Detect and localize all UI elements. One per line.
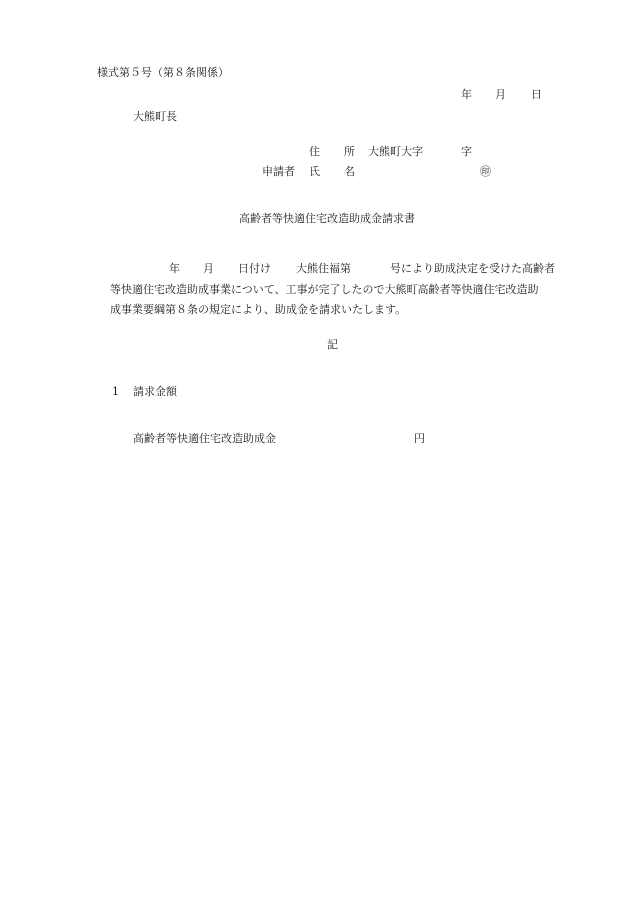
seal-mark: ㊞ [480,165,491,178]
form-number: 様式第５号（第８条関係） [97,66,229,79]
address-aza: 字 [461,145,472,158]
body-ref-prefix: 大熊住福第 [296,262,351,275]
body-month: 月 [203,262,214,275]
amount-unit: 円 [414,432,425,445]
date-year: 年 [461,88,472,101]
date-month: 月 [495,88,506,101]
applicant-role: 申請者 [262,165,295,178]
address-label-a: 住 [309,145,320,158]
applicant-label-a: 氏 [309,165,320,178]
document-title: 高齢者等快適住宅改造助成金請求書 [239,212,415,225]
body-year: 年 [169,262,180,275]
recipient: 大熊町長 [133,110,177,123]
date-day: 日 [531,88,542,101]
section-heading: 請求金額 [133,385,177,398]
body-line2: 等快適住宅改造助成事業について、工事が完了したので大熊町高齢者等快適住宅改造助 [110,283,539,296]
amount-label: 高齢者等快適住宅改造助成金 [133,432,276,445]
applicant-label-b: 名 [344,165,355,178]
body-date-suffix: 日付け [238,262,271,275]
ki-heading: 記 [327,338,338,351]
address-label-b: 所 [344,145,355,158]
section-number: 1 [112,385,119,398]
body-line1-rest: 号により助成決定を受けた高齢者 [390,262,555,275]
body-line3: 成事業要綱第８条の規定により、助成金を請求いたします。 [110,303,407,316]
address-value: 大熊町大字 [368,145,423,158]
